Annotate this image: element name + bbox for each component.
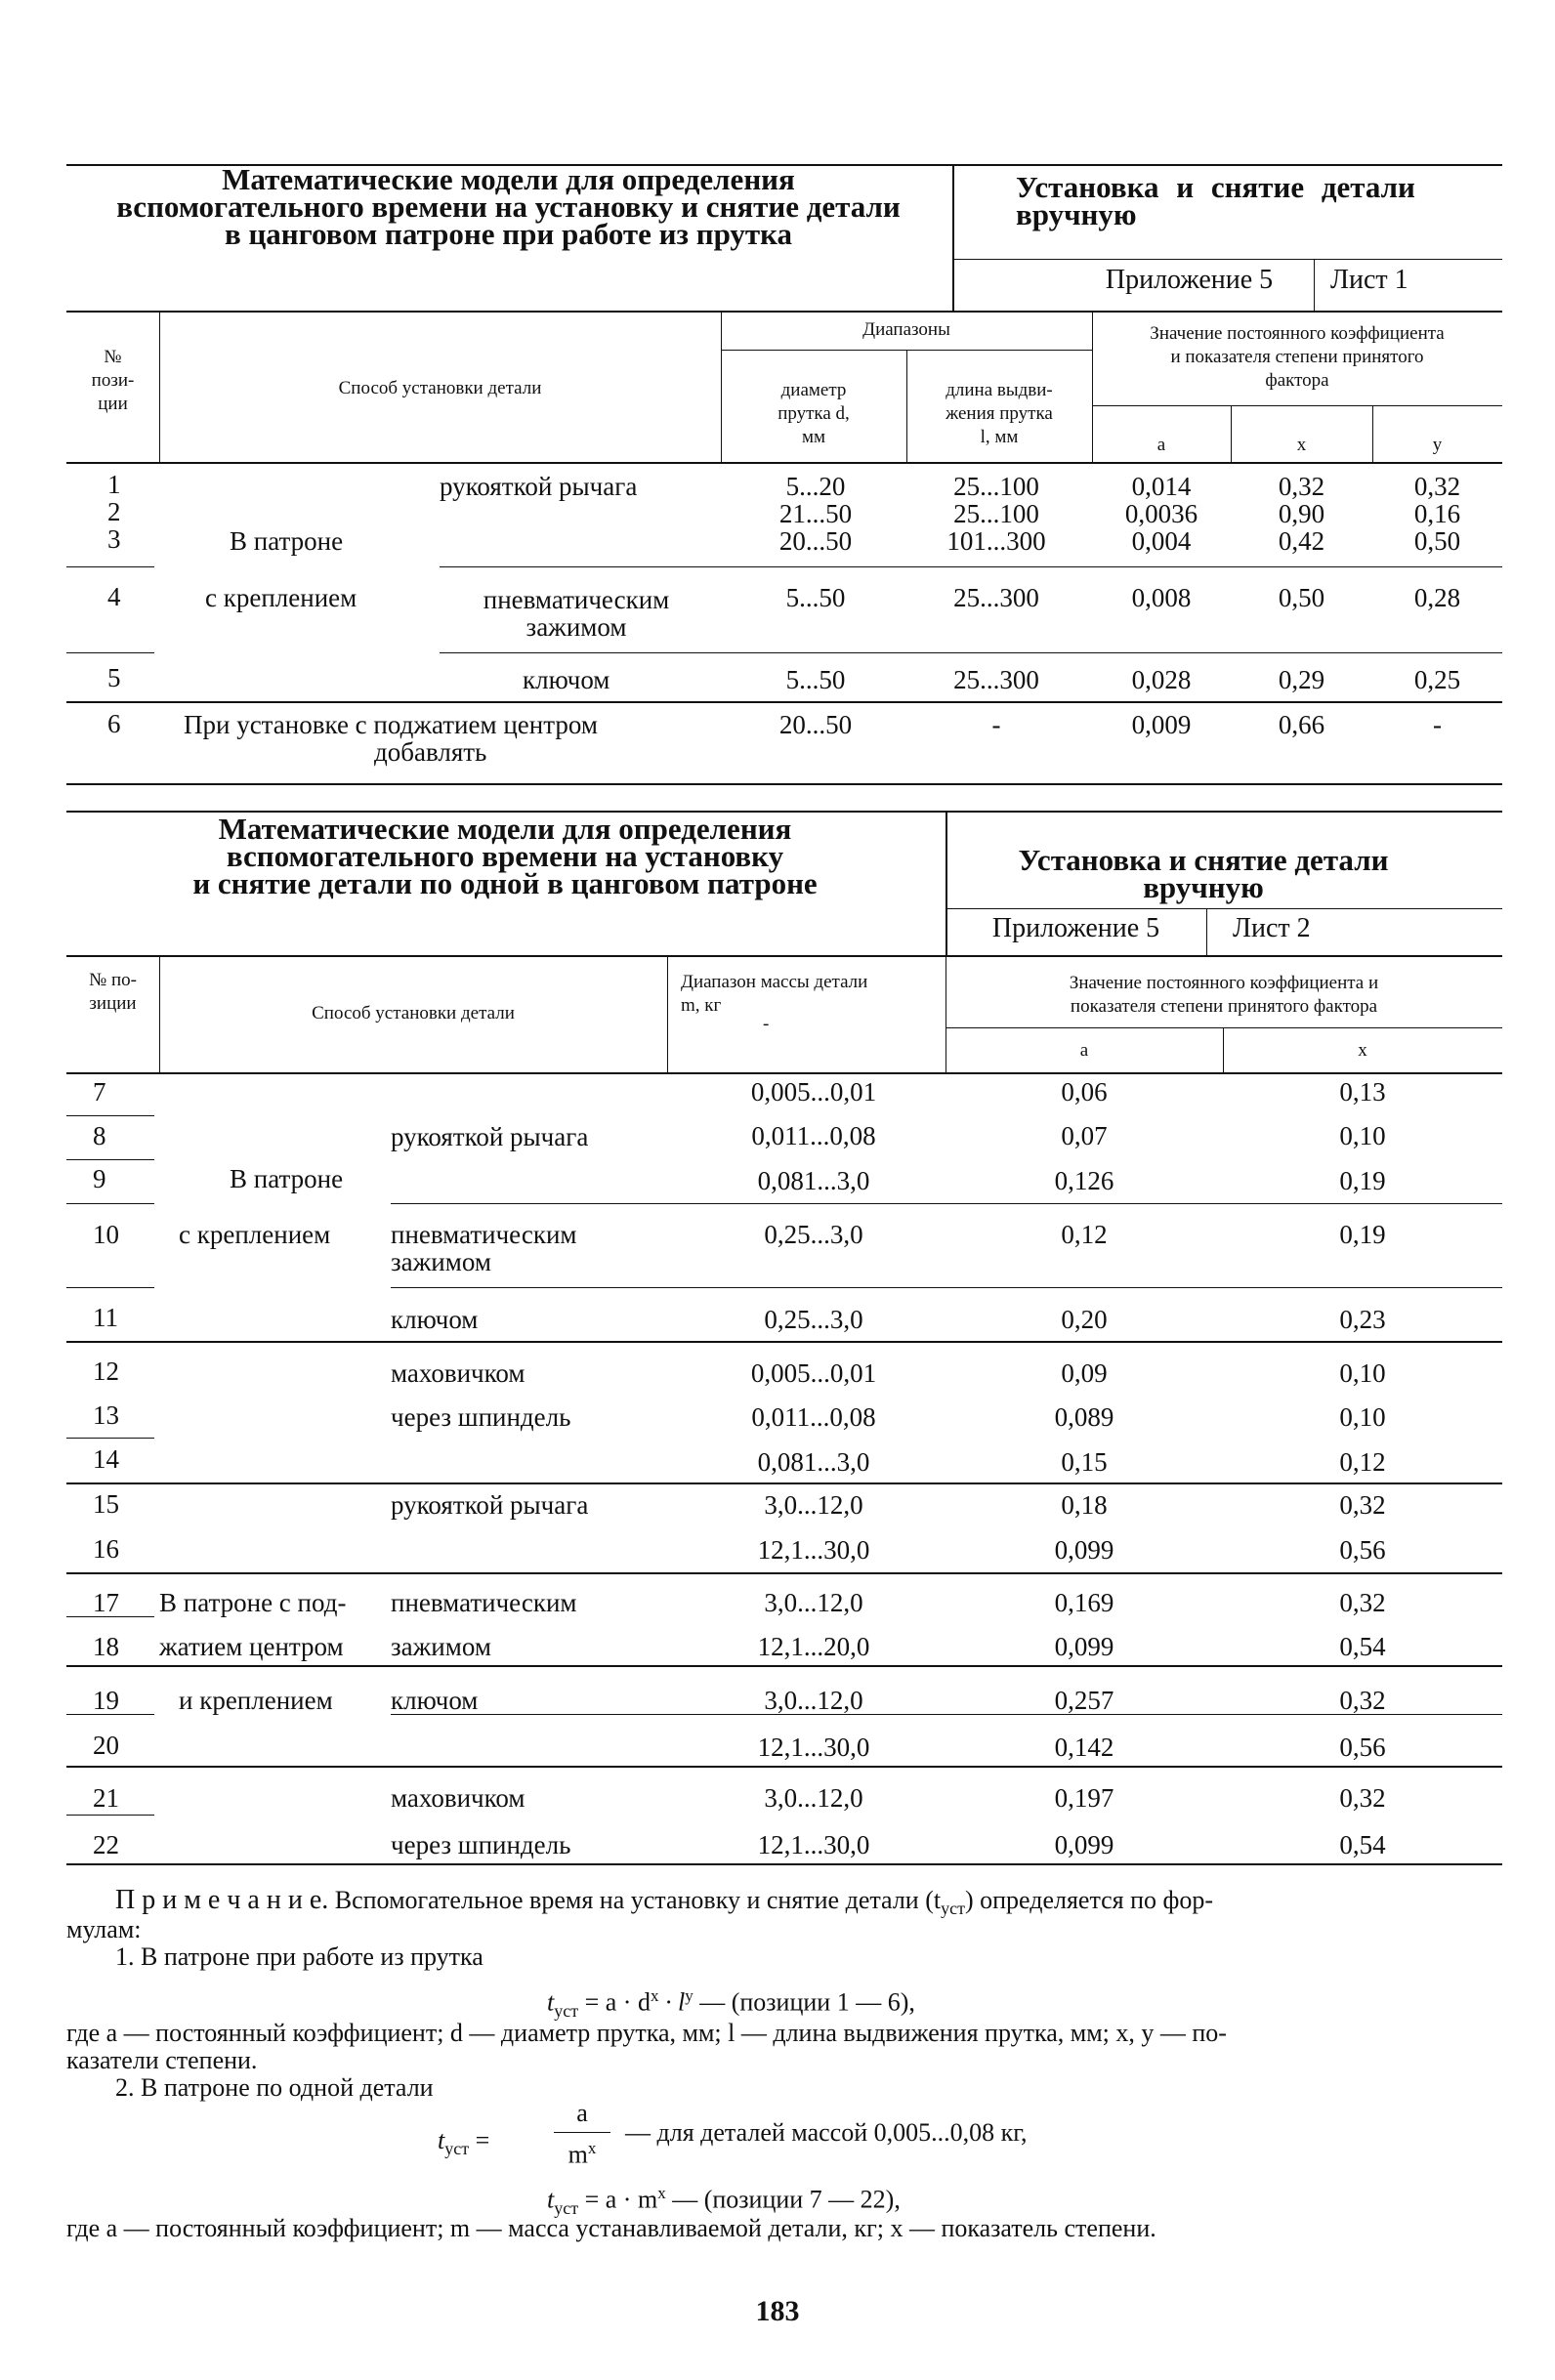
table2-row-method: через шпиндель	[391, 1402, 571, 1432]
formula-2-denominator: $m^x$	[567, 2139, 597, 2169]
table1-row-l: 25...300	[953, 665, 1039, 694]
table1-row-method: рукояткой рычага	[440, 472, 638, 501]
table1-row-pos: 4	[107, 582, 121, 611]
table2-row-pos: 20	[93, 1731, 119, 1760]
table2-row-method: ключом	[391, 1686, 479, 1715]
table2-row-mass: 3,0...12,0	[764, 1686, 863, 1715]
table2-row-x: 0,54	[1339, 1632, 1386, 1661]
note-line1: П р и м е ч а н и е. Вспомогательное время на установку и снятие детали $(t_{уст})$ определяется по фор-	[115, 1885, 1214, 1919]
table1-header-x: x	[1296, 435, 1307, 455]
table2-row-a: 0,099	[1054, 1535, 1114, 1565]
table2-row-x: 0,32	[1339, 1490, 1386, 1520]
table2-row-pos: 12	[93, 1357, 119, 1386]
note-where2: где a — постоянный коэффициент; m — масса устанавливаемой детали, кг; x — показатель степени.	[66, 2214, 1156, 2242]
table2-right-title: Установка и снятие детали вручную	[1018, 843, 1389, 904]
table2-row-method: пневматическим	[391, 1588, 577, 1617]
table1-appendix: Приложение 5	[1105, 265, 1274, 295]
table1-row-method: пневматическим зажимом	[483, 585, 670, 642]
table2-group1-line2: с креплением	[179, 1220, 331, 1249]
table2-row-a: 0,12	[1061, 1220, 1108, 1249]
table2-row-mass: 3,0...12,0	[764, 1783, 863, 1813]
formula-2-lhs: $t_{уст}$ =	[438, 2126, 490, 2159]
table1-row-a: 0,028	[1131, 665, 1192, 694]
table1-row-y: 0,32	[1413, 472, 1461, 501]
table2-row-x: 0,10	[1339, 1121, 1386, 1150]
table1-row-l: 101...300	[946, 526, 1046, 556]
table2-row-x: 0,32	[1339, 1686, 1386, 1715]
table2-title: Математические модели для определения вспомогательного времени на установку и снятие детали по одной в цанговом патроне	[192, 812, 818, 900]
table2-row-x: 0,19	[1339, 1220, 1386, 1249]
table1-sheet: Лист 1	[1330, 265, 1408, 295]
table1-row-x: 0,29	[1278, 665, 1325, 694]
table2-row-a: 0,06	[1061, 1077, 1108, 1106]
note-where1: где a — постоянный коэффициент; d — диаметр прутка, мм; l — длина выдвижения прутка, мм; x, y — по-	[66, 2019, 1227, 2047]
table1-right-title: Установка и снятие детали вручную	[1016, 170, 1415, 231]
table2-row-mass: 12,1...30,0	[757, 1733, 870, 1762]
table2-row-method: маховичком	[391, 1358, 525, 1388]
table2-row-x: 0,32	[1339, 1783, 1386, 1813]
table1-header-method: Способ установки детали	[338, 378, 542, 398]
formula-2-tail: — для деталей массой 0,005...0,08 кг,	[625, 2118, 1028, 2147]
table1-header-pos: № пози- ции	[91, 347, 135, 414]
table1-row-pos: 5	[107, 663, 121, 692]
table1-group-line2: с креплением	[205, 583, 357, 612]
table2-row-pos: 8	[93, 1121, 106, 1150]
table1-row-d: 5...20	[785, 472, 846, 501]
table1-group-line1: В патроне	[230, 526, 344, 556]
table2-row-a: 0,09	[1061, 1358, 1108, 1388]
table2-row-a: 0,257	[1054, 1686, 1114, 1715]
table1-row-d: 20...50	[778, 526, 853, 556]
table1-row-l: 25...300	[953, 583, 1039, 612]
table1-row-a: 0,004	[1131, 526, 1192, 556]
table2-group2-line1: В патроне с под-	[159, 1588, 347, 1617]
table1-row-y: 0,50	[1413, 526, 1461, 556]
table1-row-y: 0,28	[1413, 583, 1461, 612]
table2-header-x: x	[1358, 1040, 1367, 1061]
table1-row-x: 0,50	[1278, 583, 1325, 612]
table2-row-pos: 18	[93, 1632, 119, 1661]
table2-row-x: 0,32	[1339, 1588, 1386, 1617]
table2-row-pos: 21	[93, 1783, 119, 1813]
table2-row-mass: 0,005...0,01	[750, 1358, 877, 1388]
table1-row-pos: 6	[107, 709, 121, 738]
table2-row-pos: 19	[93, 1686, 119, 1715]
note-item2: 2. В патроне по одной детали	[115, 2073, 434, 2102]
table1-row-y: 0,25	[1413, 665, 1461, 694]
table2-row-x: 0,10	[1339, 1402, 1386, 1432]
table1-row-a: 0,009	[1131, 710, 1192, 739]
table2-row-a: 0,197	[1054, 1783, 1114, 1813]
table2-row-method: маховичком	[391, 1783, 525, 1813]
table2-row-mass: 12,1...30,0	[757, 1535, 870, 1565]
table1-row-pos: 1	[107, 470, 121, 499]
table1-header-length: длина выдви- жения прутка l, мм	[946, 380, 1053, 447]
table1-row-a: 0,014	[1131, 472, 1192, 501]
table1-row-d: 5...50	[785, 665, 846, 694]
table2-row-mass: 12,1...20,0	[757, 1632, 870, 1661]
table2-group1-line1: В патроне	[230, 1164, 344, 1193]
table2-row-method: зажимом	[391, 1632, 491, 1661]
table2-row-pos: 16	[93, 1534, 119, 1564]
table2-row-a: 0,20	[1061, 1305, 1108, 1334]
table2-row-mass: 0,005...0,01	[750, 1077, 877, 1106]
table1-row-d: 21...50	[778, 499, 853, 528]
note-item1: 1. В патроне при работе из прутка	[115, 1942, 483, 1971]
table2-row-method: рукояткой рычага	[391, 1122, 589, 1151]
table2-row-x: 0,13	[1339, 1077, 1386, 1106]
table1-row-y: -	[1433, 710, 1442, 739]
table1-header-y: y	[1432, 435, 1443, 455]
table2-header-a: a	[1079, 1040, 1089, 1061]
table2-group2-line2: жатием центром	[159, 1632, 344, 1661]
table1-title: Математические модели для определения вспомогательного времени на установку и снятие детали в цанговом патроне при работе из прутка	[116, 162, 901, 251]
table1-header-a: a	[1156, 435, 1166, 455]
table2-row-a: 0,07	[1061, 1121, 1108, 1150]
formula-2-numerator: a	[576, 2099, 588, 2127]
table1-header-diameter: диаметр прутка d, мм	[778, 380, 850, 447]
table2-row-mass: 0,011...0,08	[751, 1402, 876, 1432]
table2-row-pos: 17	[93, 1588, 119, 1617]
table2-row-pos: 13	[93, 1400, 119, 1430]
table2-row-method: через шпиндель	[391, 1830, 571, 1859]
table2-row-pos: 9	[93, 1164, 106, 1193]
table1-row-l: 25...100	[953, 472, 1039, 501]
table2-row-mass: 0,25...3,0	[764, 1305, 863, 1334]
table2-row-x: 0,23	[1339, 1305, 1386, 1334]
formula-3: $t_{уст} = a \cdot m^x$ — (позиции 7 — 22),	[547, 2184, 901, 2218]
page-number: 183	[755, 2295, 800, 2327]
table2-row-a: 0,099	[1054, 1632, 1114, 1661]
table2-row-mass: 0,081...3,0	[757, 1447, 870, 1477]
formula-1: $t_{уст} = a \cdot d^x \cdot l^y$ — (позиции 1 — 6),	[547, 1986, 915, 2021]
table2-row-x: 0,54	[1339, 1830, 1386, 1859]
table2-row-method: пневматическим зажимом	[391, 1220, 577, 1276]
table2-row-mass: 3,0...12,0	[764, 1588, 863, 1617]
note-line2: мулам:	[66, 1915, 142, 1943]
table2-row-pos: 11	[93, 1303, 118, 1332]
table2-row-mass: 0,011...0,08	[751, 1121, 876, 1150]
table2-row-a: 0,142	[1054, 1733, 1114, 1762]
table2-row-pos: 10	[93, 1220, 119, 1249]
table2-header-coef: Значение постоянного коэффициента и показателя степени принятого фактора	[1069, 973, 1379, 1017]
table2-row-x: 0,56	[1339, 1535, 1386, 1565]
table1-header-coef: Значение постоянного коэффициента и показателя степени принятого фактора	[1150, 323, 1445, 391]
table1-row-pos: 3	[107, 524, 121, 554]
table1-row-y: 0,16	[1413, 499, 1461, 528]
table2-row-a: 0,18	[1061, 1490, 1108, 1520]
table2-appendix: Приложение 5	[991, 913, 1160, 943]
table1-row-method: ключом	[523, 665, 610, 694]
table2-row-pos: 15	[93, 1489, 119, 1519]
table2-row-pos: 22	[93, 1830, 119, 1859]
table2-row-pos: 14	[93, 1444, 119, 1474]
table1-header-ranges: Диапазоны	[862, 319, 950, 340]
table1-row-x: 0,32	[1278, 472, 1325, 501]
table1-row-l: -	[991, 710, 1001, 739]
table2-sheet: Лист 2	[1233, 913, 1311, 943]
table1-row-d: 5...50	[785, 583, 846, 612]
table2-row-a: 0,169	[1054, 1588, 1114, 1617]
table2-header-mass: Диапазон массы детали m, кг -	[681, 972, 868, 1034]
table2-row-x: 0,10	[1339, 1358, 1386, 1388]
table2-row-a: 0,099	[1054, 1830, 1114, 1859]
table2-row-method: ключом	[391, 1305, 479, 1334]
table2-row-mass: 12,1...30,0	[757, 1830, 870, 1859]
table2-row-mass: 3,0...12,0	[764, 1490, 863, 1520]
note-where1b: казатели степени.	[66, 2046, 258, 2074]
table1-row-x: 0,66	[1278, 710, 1325, 739]
table2-row-mass: 0,25...3,0	[764, 1220, 863, 1249]
table2-row-a: 0,126	[1054, 1166, 1114, 1195]
table2-header-method: Способ установки детали	[312, 1003, 515, 1023]
table1-row-d: 20...50	[778, 710, 853, 739]
table2-group2-line3: и креплением	[179, 1686, 333, 1715]
table1-row-method: При установке с поджатием центром добавлять	[184, 710, 598, 767]
table2-row-a: 0,15	[1061, 1447, 1108, 1477]
table1-row-a: 0,0036	[1124, 499, 1198, 528]
table1-row-a: 0,008	[1131, 583, 1192, 612]
table2-row-x: 0,56	[1339, 1733, 1386, 1762]
table2-row-method: рукояткой рычага	[391, 1490, 589, 1520]
table2-row-x: 0,19	[1339, 1166, 1386, 1195]
table2-row-pos: 7	[93, 1077, 106, 1106]
table1-row-x: 0,42	[1278, 526, 1325, 556]
table1-row-pos: 2	[107, 497, 121, 526]
table1-row-x: 0,90	[1278, 499, 1325, 528]
table2-header-pos: № по- зиции	[89, 970, 137, 1014]
table2-row-mass: 0,081...3,0	[757, 1166, 870, 1195]
table2-row-x: 0,12	[1339, 1447, 1386, 1477]
table2-row-a: 0,089	[1054, 1402, 1114, 1432]
table1-row-l: 25...100	[953, 499, 1039, 528]
